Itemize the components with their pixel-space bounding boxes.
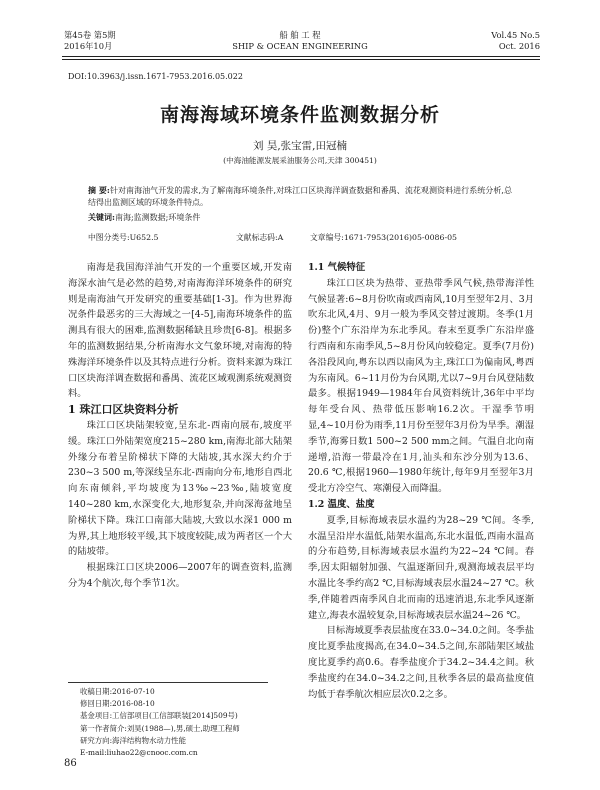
footnote bbox=[80, 686, 295, 759]
subsection-heading: 1.2 温度、盐度 bbox=[308, 498, 375, 510]
journal-volume-en bbox=[491, 30, 540, 52]
document-code: 文献标志码:A bbox=[236, 233, 284, 242]
abstract-text: 针对南海油气开发的需求,为了解南海环境条件,对珠江口区块海洋调查数据和番禺、流花观测资料进行系统分析,总结得出监测区域的环境条件特点。 bbox=[88, 186, 512, 207]
body-paragraph: 根据珠江口区块2006—2007年的调查资料,监测分为4个航次,每个季节1次。 bbox=[68, 562, 292, 589]
right-column bbox=[308, 260, 534, 702]
body-paragraph: 夏季,目标海域表层水温约为28~29 ℃间。冬季,水温呈沿岸水温低,陆架水温高,东北水温低,西南水温高的分布趋势,目标海域表层水温约为22~24 ℃间。春季,因太阳辐射加强、气温逐渐回升,观测海域表层平均水温比冬季约高2 ℃,目标海域表层水温24~27 ℃。秋季,伴随着西南季风自北而南的迅速消退,东北季风逐渐建立,海表水温较复杂,目标海域表层水温24~26 ℃。 bbox=[308, 514, 534, 621]
keywords bbox=[88, 212, 512, 223]
left-column bbox=[68, 260, 292, 592]
affiliation: (中海油能源发展采油服务公司,天津 300451) bbox=[223, 156, 377, 165]
journal-name-cn: 船 舶 工 程 bbox=[279, 30, 321, 40]
body-paragraph: 珠江口区块陆架较宽,呈东北-西南向展布,坡度平缓。珠江口外陆架宽度215~280 km,南海北部大陆架外缘分布着呈阶梯状下降的大陆坡,其水深大约介于230~3 500 m,等深线呈东北-西南向分布,地形自西北向东南倾斜,平均坡度为13‰~23‰,陆坡宽度140~280 km,水深变化大,地形复杂,并向深海盆地呈阶梯状下降。珠江口南部大陆坡,大致以水深1 000 m为界,其上地形较平缓,其下坡度较陡,成为两者区一个大的陆坡带。 bbox=[68, 419, 292, 558]
date-en: Oct. 2016 bbox=[498, 41, 540, 51]
received-date: 收稿日期:2016-07-10 bbox=[80, 687, 155, 696]
keywords-label: 关键词: bbox=[88, 212, 115, 222]
author-bio: 第一作者简介:刘昊(1988—),男,硕士,助理工程师 bbox=[80, 723, 240, 733]
volume-issue: 第45卷 第5期 bbox=[64, 30, 116, 40]
revised-date: 修回日期:2016-08-10 bbox=[80, 699, 155, 709]
footnote-rule bbox=[68, 682, 268, 683]
body-paragraph: 珠江口区块为热带、亚热带季风气候,热带海洋性气候显著:6~8月份吹南或西南风,10月至翌年2月、3月吹东北风,4月、9月一般为季风交替过渡期。冬季(1月份)整个广东沿岸为东北季风。春末至夏季广东沿岸盛行西南和东南季风,5~8月份风向较稳定。夏季(7月份)各沿段风向,粤东以西以南风为主,珠江口为偏南风,粤西为东南风。6~11月份为台风期,尤以7~9月台风登陆数最多。根据1949—1984年台风资料统计,36年中平均每年受台风、热带低压影响16.2次。干湿季节明显,4~10月份为雨季,11月份至翌年3月份为旱季。潮湿季节,海雾日数1 500~2 500 mm之间。气温自北向南递增,沿海一带最冷在1月,汕头和东沙分别为13.6、20.6 ℃,根据1960—1980年统计,每年9月至翌年3月受北方冷空气、寒潮侵入而降温。 bbox=[308, 277, 535, 495]
author-email: E-mail:liuhao22@cnooc.com.cn bbox=[80, 748, 198, 758]
intro-paragraph: 南海是我国海洋油气开发的一个重要区域,开发南海深水油气是必然的趋势,对南海海洋环境条件的研究则是南海油气开发研究的重要基础[1-3]。作为世界海况条件最恶劣的三大海域之一[4-5],南海环境条件的监测具有很大的困难,监测数据稀缺且珍贵[6-8]。根据多年的监测数据结果,分析南海水文气象环境,对南海的特殊海洋环境条件以及其特点进行分析。资料来源为珠江口区块海洋调查数据和番禺、流花区域观测系统观测资料。 bbox=[68, 262, 292, 400]
header-rule bbox=[62, 56, 540, 57]
clc-number: 中图分类号:U652.5 bbox=[88, 233, 159, 242]
page-number: 86 bbox=[64, 758, 77, 769]
authors: 刘 昊,张宝雷,田冠楠 bbox=[252, 140, 347, 152]
volume-en: Vol.45 No.5 bbox=[491, 30, 540, 40]
article-number: 文章编号:1671-7953(2016)05-0086-05 bbox=[310, 233, 458, 242]
journal-name-en: SHIP & OCEAN ENGINEERING bbox=[232, 41, 368, 51]
paper-title: 南海海域环境条件监测数据分析 bbox=[159, 104, 440, 126]
section-heading: 1 珠江口区块资料分析 bbox=[68, 403, 179, 417]
abstract-label: 摘 要: bbox=[88, 185, 110, 195]
keywords-text: 南海;监测数据;环境条件 bbox=[114, 213, 201, 222]
body-paragraph: 目标海域夏季表层盐度在33.0~34.0之间。冬季盐度比夏季盐度揭高,在34.0~34.5之间,东部陆架区域盐度比夏季约高0.6。春季盐度介于34.2~34.4之间。秋季盐度约在34.0~34.2之间,且秋季各层的最高盐度值均低于春季航次相应层次0.2之多。 bbox=[308, 625, 534, 700]
issue-date: 2016年10月 bbox=[64, 41, 113, 51]
doi: DOI:10.3963/j.issn.1671-7953.2016.05.022 bbox=[68, 72, 243, 81]
header-rule-thin bbox=[62, 59, 540, 60]
fund-info: 基金项目:工信部项目(工信部联装[2014]509号) bbox=[80, 711, 238, 721]
subsection-heading: 1.1 气候特征 bbox=[308, 262, 366, 273]
abstract bbox=[88, 184, 512, 209]
research-direction: 研究方向:海洋结构物水动力性能 bbox=[80, 735, 186, 745]
